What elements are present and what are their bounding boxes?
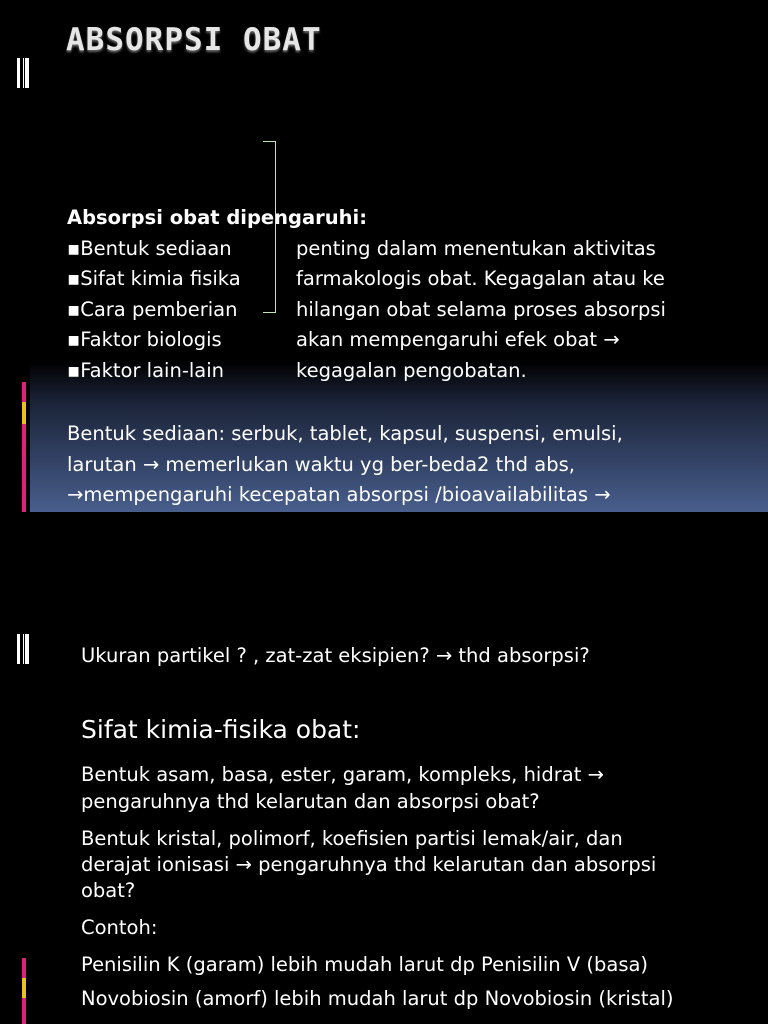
slide-2: [0, 512, 768, 1024]
bracket-icon: [263, 141, 276, 313]
paragraph-line: derajat ionisasi → pengaruhnya thd kelarutan dan absorpsi: [81, 853, 657, 876]
deco-bar-yellow: [22, 402, 26, 424]
deco-bar-yellow: [22, 978, 26, 998]
section-heading: Sifat kimia-fisika obat:: [81, 715, 361, 744]
example-label: Contoh:: [81, 916, 158, 939]
explanation-line: kegagalan pengobatan.: [296, 359, 527, 382]
frame-mark-icon: [17, 634, 29, 664]
deco-bar-pink: [22, 382, 26, 402]
explanation-line: hilangan obat selama proses absorpsi: [296, 298, 666, 321]
question-line: Ukuran partikel ? , zat-zat eksipien? → thd absorpsi?: [81, 644, 590, 667]
frame-mark-icon: [17, 58, 29, 88]
factor-item: ▪Cara pemberian: [67, 298, 238, 321]
factor-item: ▪Sifat kimia fisika: [67, 267, 241, 290]
dosage-line: larutan → memerlukan waktu yg ber-beda2 thd abs,: [67, 453, 575, 476]
deco-bar-pink: [22, 958, 26, 978]
explanation-line: penting dalam menentukan aktivitas: [296, 237, 656, 260]
example-item: Penisilin K (garam) lebih mudah larut dp Penisilin V (basa): [81, 953, 649, 976]
paragraph-line: pengaruhnya thd kelarutan dan absorpsi obat?: [81, 790, 540, 813]
paragraph-line: Bentuk kristal, polimorf, koefisien partisi lemak/air, dan: [81, 827, 623, 850]
factor-item: ▪Faktor biologis: [67, 328, 222, 351]
left-strip: [0, 512, 30, 1024]
paragraph-line: Bentuk asam, basa, ester, garam, kompleks, hidrat →: [81, 763, 604, 786]
dosage-line: →mempengaruhi kecepatan absorpsi /bioavailabilitas →: [67, 483, 611, 506]
dosage-line: Bentuk sediaan: serbuk, tablet, kapsul, suspensi, emulsi,: [67, 422, 623, 445]
explanation-line: akan mempengaruhi efek obat →: [296, 328, 620, 351]
example-item: Novobiosin (amorf) lebih mudah larut dp Novobiosin (kristal): [81, 987, 674, 1010]
slide-title: ABSORPSI OBAT: [66, 22, 322, 58]
paragraph-line: obat?: [81, 879, 136, 902]
factors-heading: Absorpsi obat dipengaruhi:: [67, 206, 368, 229]
factor-item: ▪Faktor lain-lain: [67, 359, 224, 382]
factor-item: ▪Bentuk sediaan: [67, 237, 232, 260]
explanation-line: farmakologis obat. Kegagalan atau ke: [296, 267, 665, 290]
deco-bar-pink-long: [22, 998, 26, 1024]
